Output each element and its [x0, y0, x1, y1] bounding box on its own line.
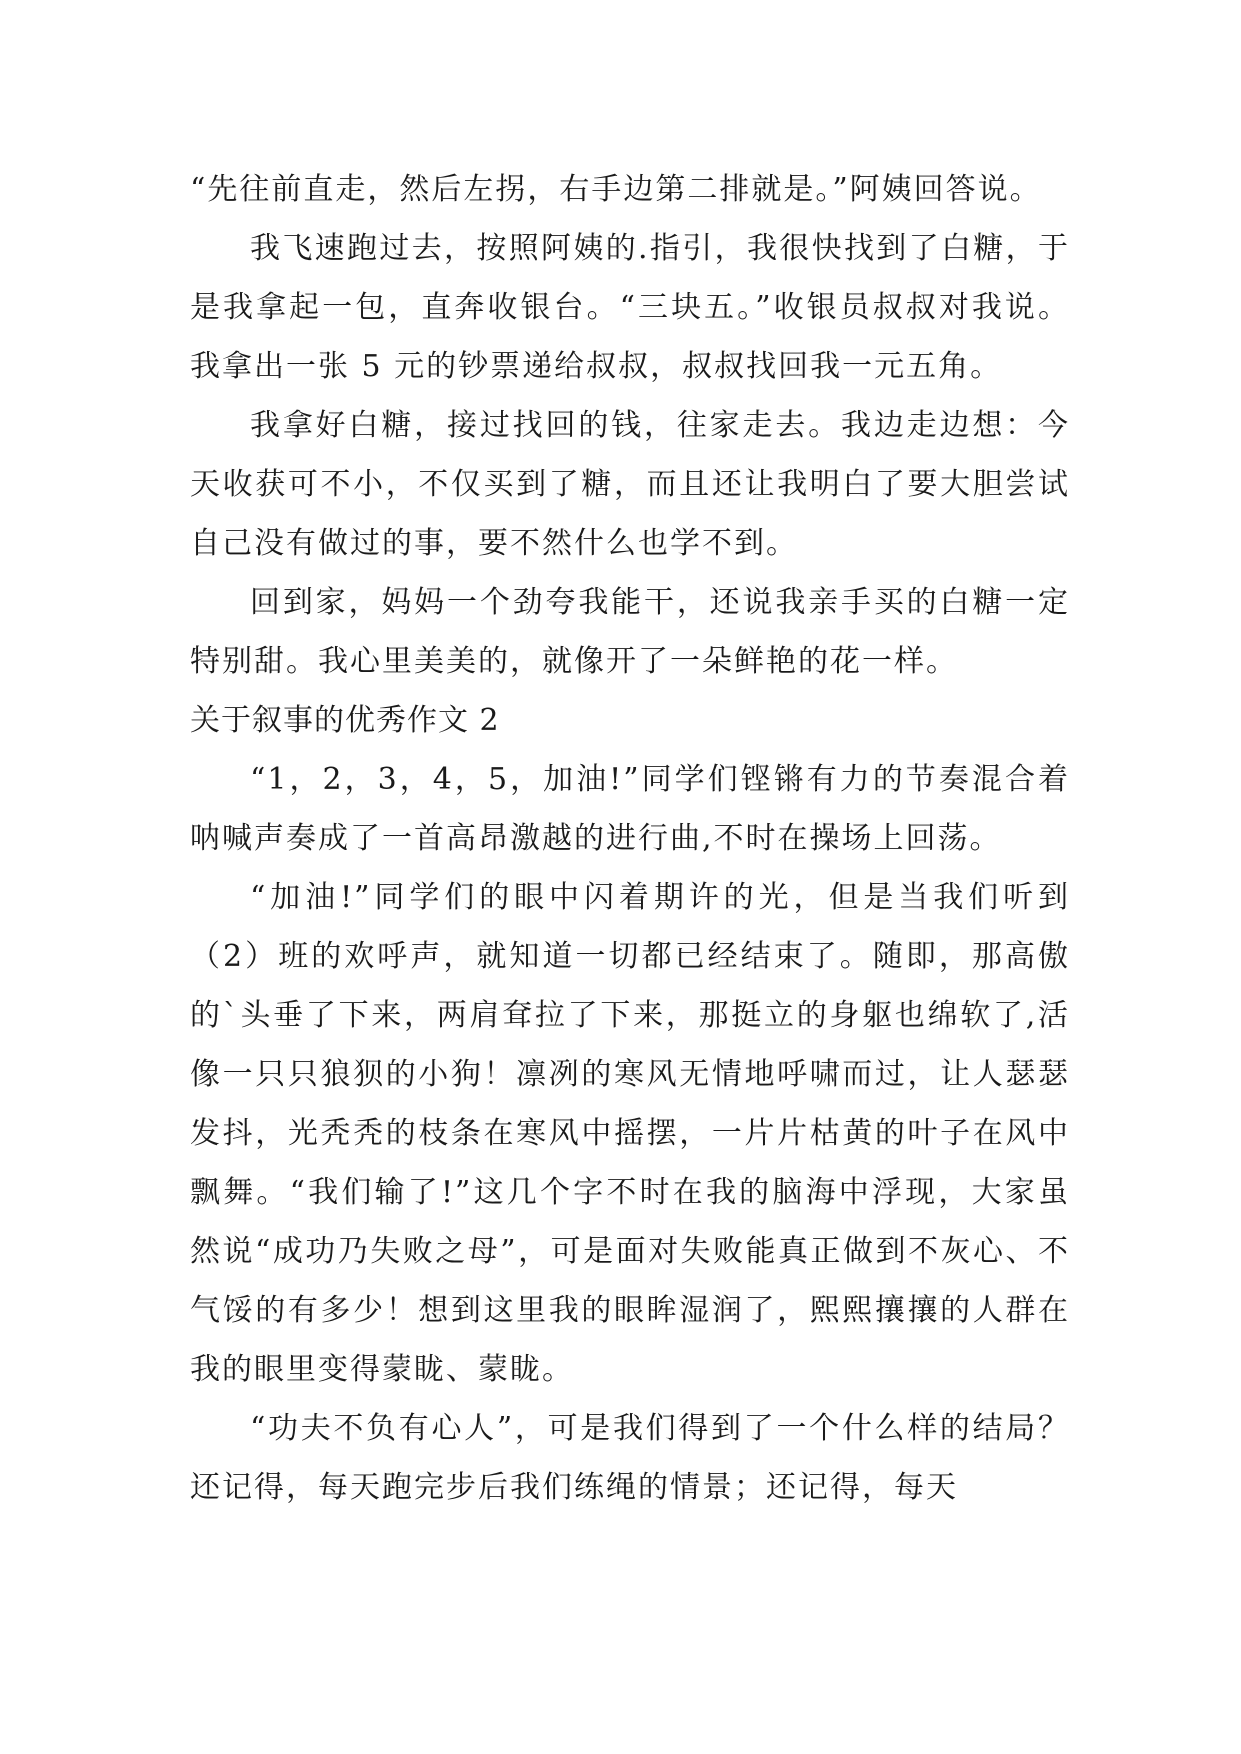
paragraph-1: “先往前直走，然后左拐，右手边第二排就是。”阿姨回答说。 [190, 172, 1042, 207]
paragraph-2: 我飞速跑过去，按照阿姨的.指引，我很快找到了白糖，于是我拿起一包，直奔收银台。“三块五。”收银员叔叔对我说。我拿出一张 5 元的钞票递给叔叔，叔叔找回我一元五角。 [190, 231, 1070, 384]
paragraph-3: 我拿好白糖，接过找回的钱，往家走去。我边走边想：今天收获可不小，不仅买到了糖，而且还让我明白了要大胆尝试自己没有做过的事，要不然什么也学不到。 [190, 408, 1070, 561]
section-heading: 关于叙事的优秀作文 2 [190, 703, 500, 738]
paragraph-6: “加油!”同学们的眼中闪着期许的光，但是当我们听到（2）班的欢呼声，就知道一切都已经结束了。随即，那高傲的`头垂了下来，两肩耷拉了下来，那挺立的身躯也绵软了,活像一只只狼狈的小狗！凛冽的寒风无情地呼啸而过，让人瑟瑟发抖，光秃秃的枝条在寒风中摇摆，一片片枯黄的叶子在风中飘舞。“我们输了!”这几个字不时在我的脑海中浮现，大家虽然说“成功乃失败之母”，可是面对失败能真正做到不灰心、不气馁的有多少！想到这里我的眼眸湿润了，熙熙攘攘的人群在我的眼里变得蒙眬、蒙眬。 [190, 880, 1070, 1387]
paragraph-5: “1，2，3，4，5，加油!”同学们铿锵有力的节奏混合着呐喊声奏成了一首高昂激越的进行曲,不时在操场上回荡。 [190, 762, 1070, 856]
paragraph-4: 回到家，妈妈一个劲夸我能干，还说我亲手买的白糖一定特别甜。我心里美美的，就像开了一朵鲜艳的花一样。 [190, 585, 1070, 679]
paragraph-7: “功夫不负有心人”，可是我们得到了一个什么样的结局？还记得，每天跑完步后我们练绳的情景；还记得，每天 [190, 1411, 1070, 1505]
document-body [190, 160, 1070, 1517]
